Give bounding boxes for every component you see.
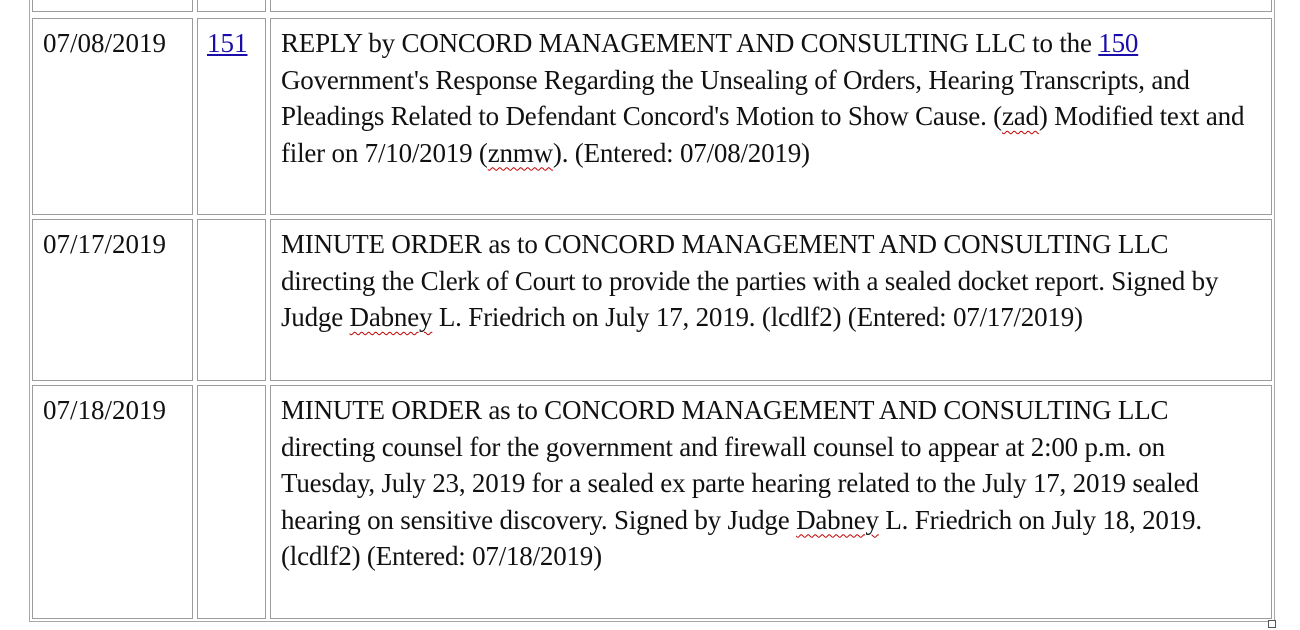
doc-number-cell [197,0,266,12]
docket-text: MINUTE ORDER as to CONCORD MANAGEMENT AND CONSULTING LLC directing counsel for the government and firewall counsel to appear at 2:00 p.m. on Tuesday, July 23, 2019 for a sealed ex parte hearing related to the July 17, 2019 sealed hearing on sensitive discovery. Signed by Judge [281,395,1199,535]
date-cell [32,18,193,215]
doc-number-cell [197,18,266,215]
docket-table [29,0,1275,622]
table-row [30,16,1274,217]
referenced-doc-link[interactable]: 150 [1098,28,1139,58]
date-cell [32,219,193,381]
spellcheck-flagged-word: znmw [487,137,553,168]
entry-date: 07/17/2019 [43,229,167,259]
date-cell [32,385,193,619]
table-row [30,383,1274,621]
docket-text-cell [270,385,1272,619]
docket-text: ) Modified text and filer on 7/10/2019 ( [281,101,1245,168]
date-cell [32,0,193,12]
table-resize-handle[interactable] [1268,620,1276,628]
entry-date: 07/08/2019 [43,28,167,58]
docket-text: ). (Entered: 07/08/2019) [552,137,810,168]
spellcheck-flagged-word: Dabney [349,302,433,332]
doc-number-cell [197,219,266,381]
doc-number-cell [197,385,266,619]
docket-text: L. Friedrich on July 17, 2019. (lcdlf2) (Entered: 07/17/2019) [432,302,1083,332]
docket-text: REPLY by CONCORD MANAGEMENT AND CONSULTING LLC to the [281,28,1099,58]
docket-text-cell [270,219,1272,381]
spellcheck-flagged-word: Dabney [796,504,879,535]
docket-text: L. Friedrich on July 18, 2019. (lcdlf2) (Entered: 07/18/2019) [281,504,1202,571]
table-row [30,217,1274,383]
doc-number-link[interactable]: 151 [207,28,248,58]
docket-text: MINUTE ORDER as to CONCORD MANAGEMENT AND CONSULTING LLC directing the Clerk of Court to provide the parties with a sealed docket report. Signed by Judge [281,229,1219,332]
spellcheck-flagged-word: zad [1001,101,1039,131]
entry-date: 07/18/2019 [43,395,167,425]
table-row-partial [30,0,1274,16]
docket-text-cell [270,0,1272,12]
docket-text-cell [270,18,1272,215]
docket-text: Government's Response Regarding the Unsealing of Orders, Hearing Transcripts, and Pleadings Related to Defendant Concord's Motion to Show Cause. ( [281,64,1190,131]
